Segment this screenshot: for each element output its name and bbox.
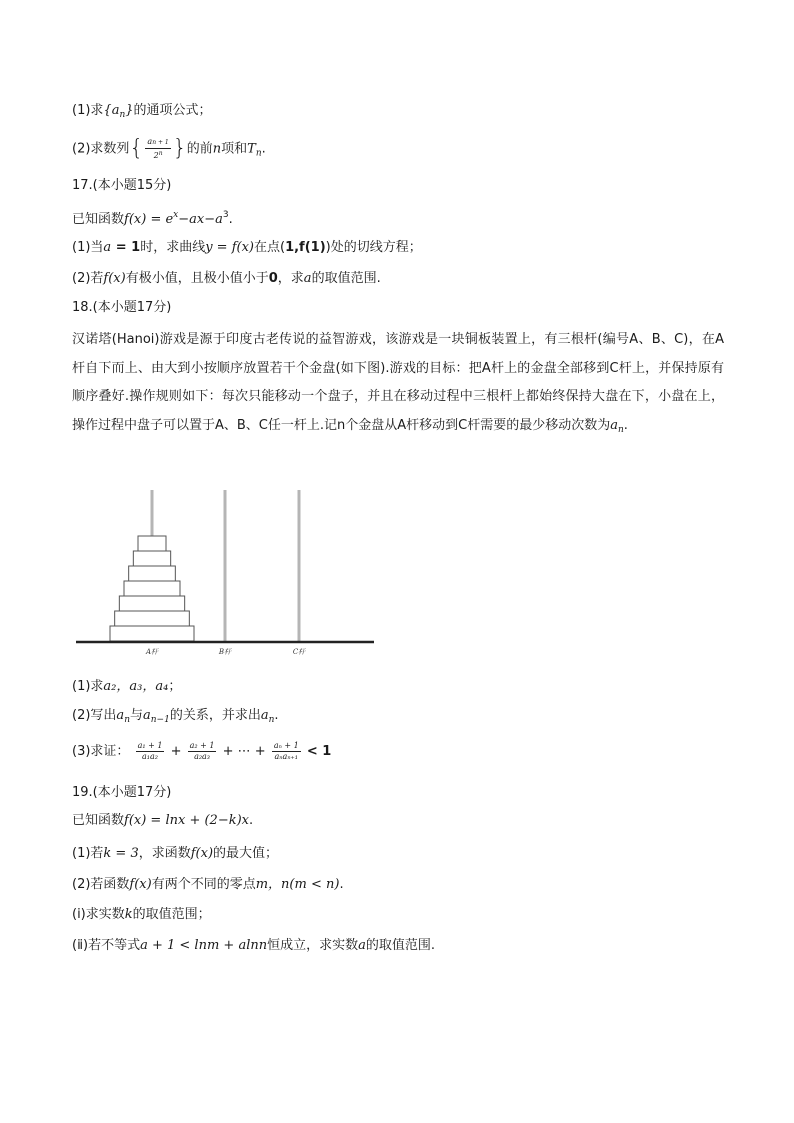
q18-part3: (3)求证： $\frac{\text{a₁ + 1}}{\text{a₁a₂}}$ + $\frac{\text{a₂ + 1}}{\text{a₂a₃}}$ + ⋯ + $\frac{\text{aₙ + 1}}{\text{aₙaₙ₊₁}}$ < 1 <box>72 741 332 761</box>
q17-part2: (2)若f(x)有极小值，且极小值小于0，求a的取值范围. <box>72 271 381 286</box>
fraction-2: $\frac{\text{a₂ + 1}}{\text{a₂a₃}}$ <box>189 741 215 761</box>
q19-part1: (1)若k = 3，求函数f(x)的最大值； <box>72 846 279 861</box>
disc-1 <box>138 536 166 551</box>
q17-header: 17.(本小题15分) <box>72 178 172 193</box>
hanoi-tower-figure <box>72 485 378 660</box>
q18-header: 18.(本小题17分) <box>72 300 172 315</box>
fraction-3: $\frac{\text{aₙ + 1}}{\text{aₙaₙ₊₁}}$ <box>273 741 299 761</box>
rod-c-label: C杆 <box>292 648 306 656</box>
q19-sub1: (ⅰ)求实数k的取值范围； <box>72 907 211 922</box>
rod-a-label: A杆 <box>145 648 159 656</box>
q17-part1: (1)当a = 1时，求曲线y = f(x)在点(1,f(1))处的切线方程； <box>72 240 422 255</box>
q19-sub2: (ⅱ)若不等式a + 1 < lnm + alnn恒成立，求实数a的取值范围. <box>72 938 436 953</box>
q18-part1: (1)求a₂，a₃，a₄； <box>72 679 182 694</box>
fraction-1: $\frac{\text{a₁ + 1}}{\text{a₁a₂}}$ <box>137 741 163 761</box>
q17-stem: 已知函数$f(x) = e^x-ax-a^3$. <box>72 210 233 227</box>
q19-part2: (2)若函数f(x)有两个不同的零点m，n(m < n). <box>72 877 344 892</box>
disc-7 <box>110 626 194 641</box>
q18-part2: (2)写出$a_n$与$a_{n-1}$的关系，并求出$a_n$. <box>72 708 279 725</box>
disc-3 <box>129 566 176 581</box>
rod-b-label: B杆 <box>218 648 232 656</box>
q16-part1: (1)求$\{a_n\}$的通项公式； <box>72 103 212 120</box>
disc-5 <box>119 596 184 611</box>
rod-c <box>298 490 301 642</box>
q19-header: 19.(本小题17分) <box>72 785 172 800</box>
disc-2 <box>133 551 170 566</box>
disc-4 <box>124 581 180 596</box>
fraction: $\frac{an + 1}{2^n}$ <box>147 137 169 160</box>
discs <box>110 536 194 641</box>
q18-paragraph: 汉诺塔(Hanoi)游戏是源于印度古老传说的益智游戏，该游戏是一块铜板装置上，有三根杆(编号A、B、C)，在A杆自下而上、由大到小按顺序放置若干个金盘(如下图).游戏的目标：把A杆上的金盘全部移到C杆上，并保持原有顺序叠好.操作规则如下：每次只能移动一个盘子，并且在移动过程中三根杆上都始终保持大盘在下，小盘在上，操作过程中盘子可以置于A、B、C任一杆上.记n个金盘从A杆移动到C杆需要的最少移动次数为$a_n$. <box>72 332 724 435</box>
rod-b <box>224 490 227 642</box>
disc-6 <box>115 611 190 626</box>
q16-part2: (2)求数列{ $\frac{an + 1}{2^n}$ }的前n项和$T_n$. <box>72 136 266 161</box>
q19-stem: 已知函数f(x) = lnx + (2−k)x. <box>72 813 254 828</box>
